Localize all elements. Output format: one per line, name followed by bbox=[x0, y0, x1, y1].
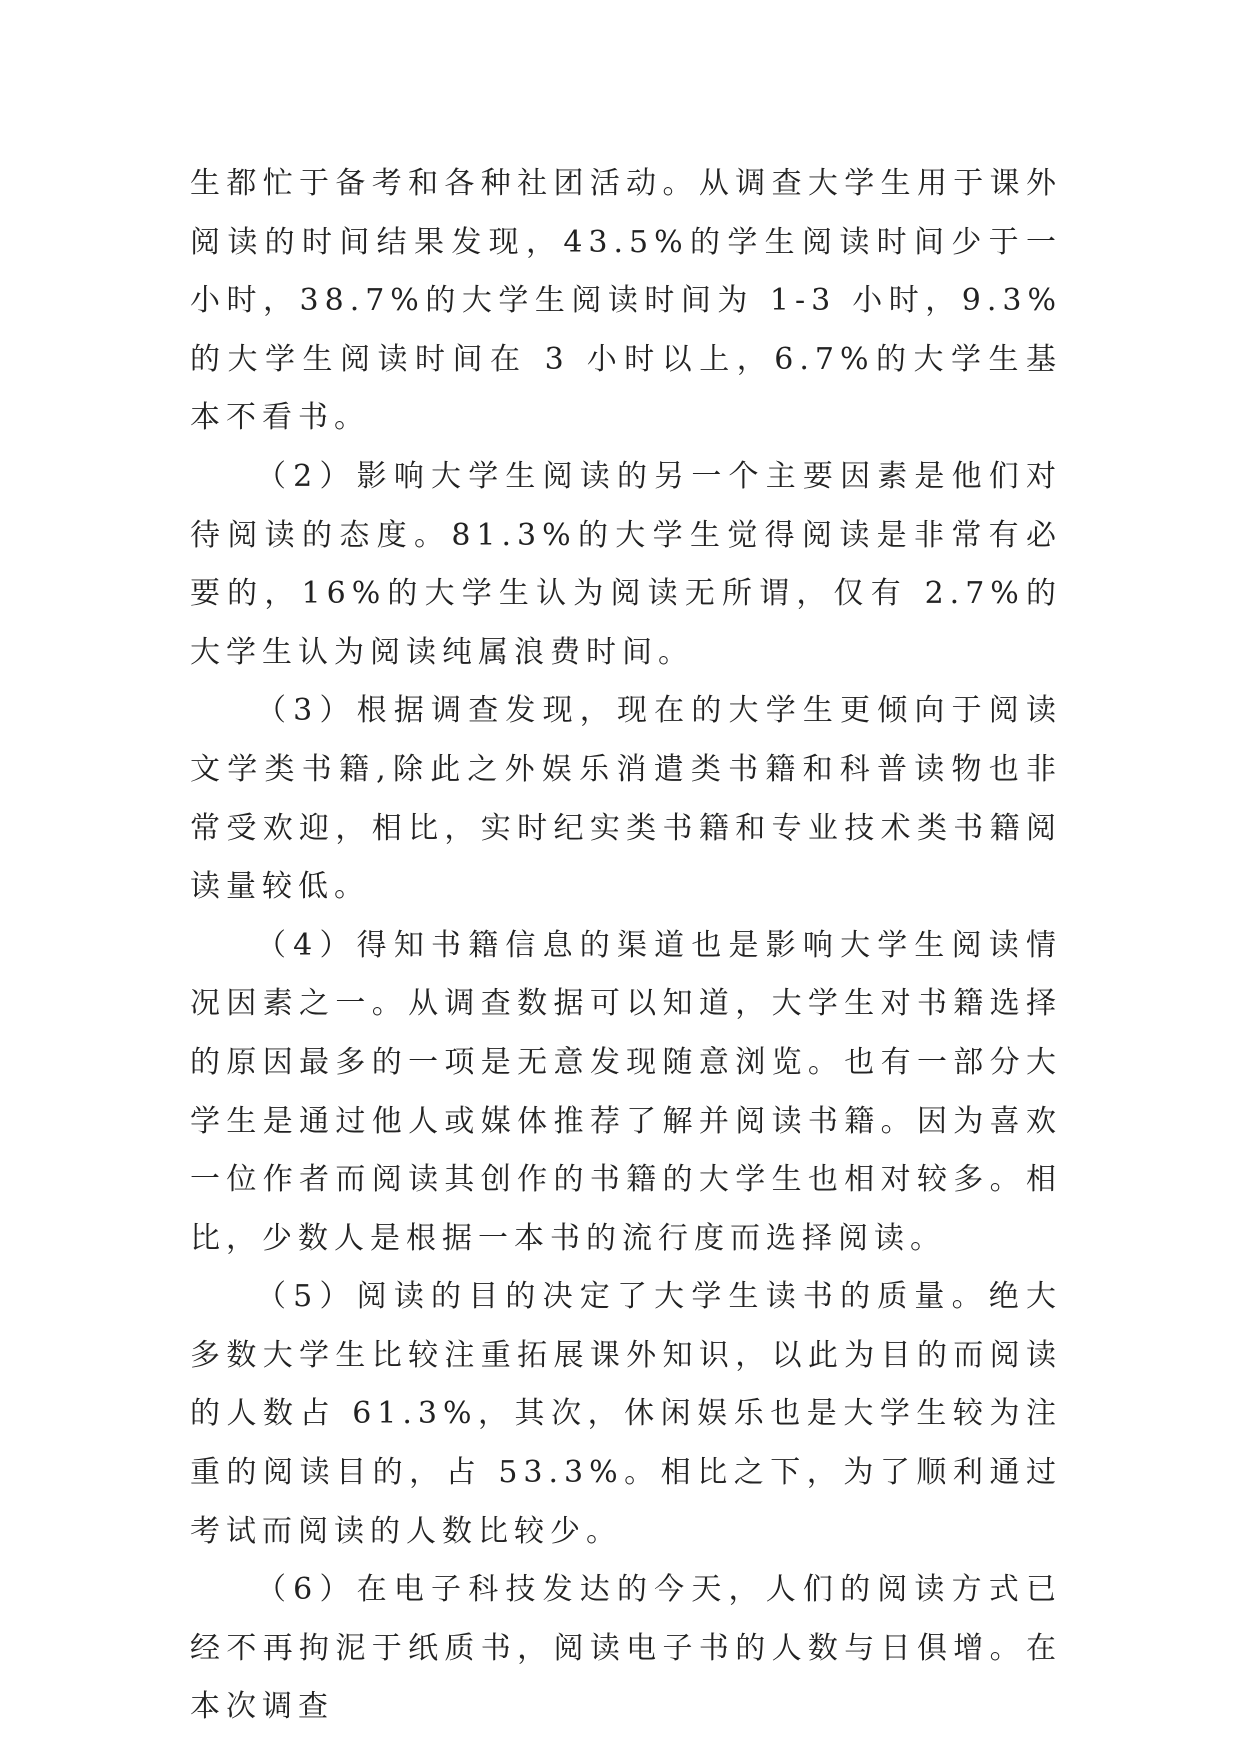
paragraph-continued: 生都忙于备考和各种社团活动。从调查大学生用于课外阅读的时间结果发现，43.5%的学生阅读时间少于一小时，38.7%的大学生阅读时间为 1-3 小时，9.3%的大学生阅读时间在 3 小时以上，6.7%的大学生基本不看书。 bbox=[190, 166, 1062, 436]
paragraph-2: （2）影响大学生阅读的另一个主要因素是他们对待阅读的态度。81.3%的大学生觉得阅读是非常有必要的，16%的大学生认为阅读无所谓，仅有 2.7%的大学生认为阅读纯属浪费时间。 bbox=[190, 458, 1062, 670]
paragraph-6: （6）在电子科技发达的今天，人们的阅读方式已经不再拘泥于纸质书，阅读电子书的人数与日俱增。在本次调查 bbox=[190, 1572, 1062, 1725]
document-page bbox=[190, 155, 1062, 1737]
paragraph-5: （5）阅读的目的决定了大学生读书的质量。绝大多数大学生比较注重拓展课外知识，以此为目的而阅读的人数占 61.3%，其次，休闲娱乐也是大学生较为注重的阅读目的，占 53.3%。相比之下，为了顺利通过考试而阅读的人数比较少。 bbox=[190, 1279, 1062, 1549]
paragraph-4: （4）得知书籍信息的渠道也是影响大学生阅读情况因素之一。从调查数据可以知道，大学生对书籍选择的原因最多的一项是无意发现随意浏览。也有一部分大学生是通过他人或媒体推荐了解并阅读书籍。因为喜欢一位作者而阅读其创作的书籍的大学生也相对较多。相比，少数人是根据一本书的流行度而选择阅读。 bbox=[190, 927, 1062, 1256]
paragraph-3: （3）根据调查发现，现在的大学生更倾向于阅读文学类书籍,除此之外娱乐消遣类书籍和科普读物也非常受欢迎，相比，实时纪实类书籍和专业技术类书籍阅读量较低。 bbox=[190, 693, 1062, 905]
